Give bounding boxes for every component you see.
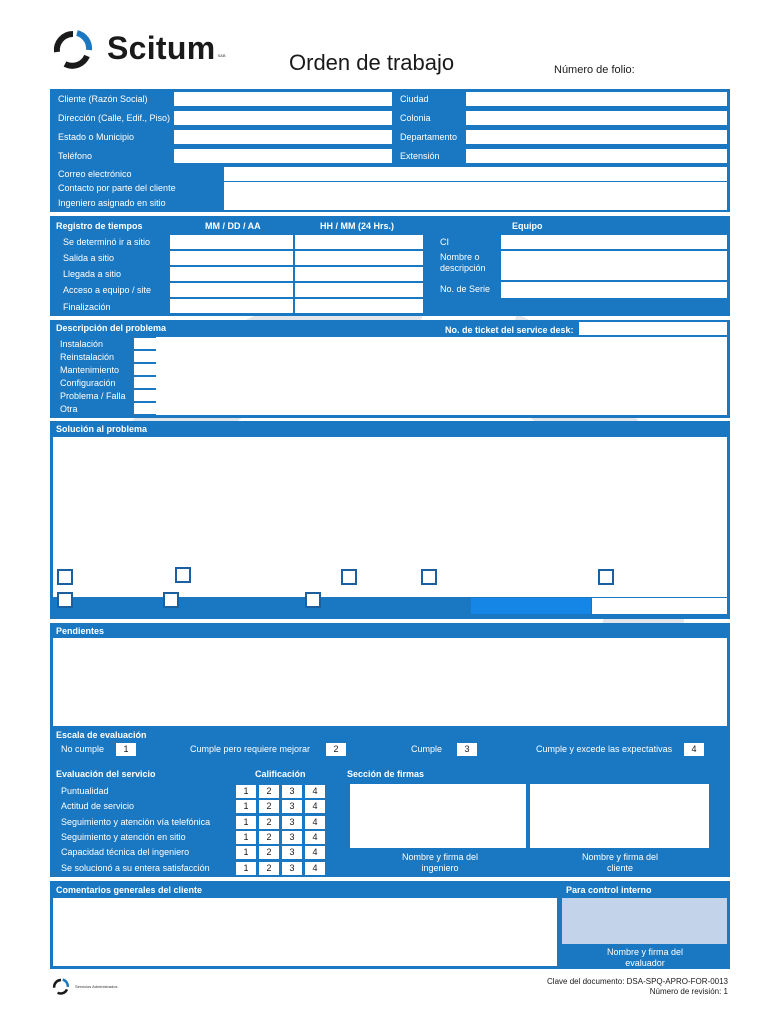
problem-section: [50, 320, 730, 418]
serial-field[interactable]: [501, 282, 727, 298]
client-label: Cliente (Razón Social): [58, 94, 148, 104]
page-title: Orden de trabajo: [289, 50, 455, 75]
problem-type-checkbox[interactable]: [134, 403, 156, 414]
option-checkbox[interactable]: [175, 567, 191, 583]
document-key: Clave del documento: DSA-SPQ-APRO-FOR-0013: [547, 977, 728, 986]
rating-option[interactable]: 1: [236, 846, 256, 859]
scale-label: Cumple pero requiere mejorar: [190, 744, 311, 754]
rating-option[interactable]: 2: [259, 862, 279, 875]
folio-label: Número de folio:: [554, 64, 635, 76]
email-field[interactable]: [224, 167, 727, 181]
time-row-label: Finalización: [63, 302, 111, 312]
criteria-label: Seguimiento y atención en sitio: [61, 831, 186, 842]
ticket-label: No. de ticket del service desk:: [445, 325, 574, 335]
equipment-name-field[interactable]: [501, 251, 727, 280]
engineer-label: Ingeniero asignado en sitio: [58, 198, 166, 208]
time-row-label: Salida a sitio: [63, 253, 115, 263]
scitum-mark-icon: [47, 22, 99, 74]
rating-option[interactable]: 3: [282, 785, 302, 798]
rating-option[interactable]: 1: [236, 816, 256, 829]
colonia-label: Colonia: [400, 113, 431, 123]
problem-type-label: Problema / Falla: [60, 391, 126, 401]
client-info-section: [50, 89, 730, 212]
time-field[interactable]: [295, 235, 423, 249]
problem-type-checkbox[interactable]: [134, 351, 156, 362]
scale-label: Cumple y excede las expectativas: [536, 744, 673, 754]
scitum-logo: [47, 22, 226, 74]
date-field[interactable]: [170, 299, 293, 313]
rating-option[interactable]: 2: [259, 846, 279, 859]
criteria-label: Actitud de servicio: [61, 801, 135, 812]
internal-control-box[interactable]: [562, 898, 727, 944]
engineer-signature-label: Nombre y firma del ingeniero: [401, 852, 479, 873]
scale-number: 3: [457, 743, 477, 756]
client-signature-label: Nombre y firma del cliente: [581, 852, 659, 873]
engineer-field[interactable]: [224, 196, 727, 210]
equipment-heading: Equipo: [512, 221, 543, 231]
ci-field[interactable]: [501, 235, 727, 249]
date-field[interactable]: [170, 235, 293, 249]
time-column-heading: HH / MM (24 Hrs.): [320, 221, 395, 231]
rating-option[interactable]: 3: [282, 816, 302, 829]
option-checkbox[interactable]: [421, 569, 437, 585]
department-label: Departamento: [400, 132, 458, 142]
revision-number: Número de revisión: 1: [649, 987, 728, 996]
rating-option[interactable]: 4: [305, 785, 325, 798]
option-checkbox[interactable]: [598, 569, 614, 585]
colonia-field[interactable]: [466, 111, 727, 125]
rating-option[interactable]: 1: [236, 785, 256, 798]
rating-heading: Calificación: [255, 769, 306, 779]
state-field[interactable]: [174, 130, 392, 144]
scale-heading: Escala de evaluación: [56, 730, 147, 740]
evaluation-section: [50, 623, 730, 877]
rating-option[interactable]: 4: [305, 816, 325, 829]
address-field[interactable]: [174, 111, 392, 125]
time-log-heading: Registro de tiempos: [56, 221, 143, 231]
rating-option[interactable]: 4: [305, 846, 325, 859]
brand-name: Scitum: [107, 29, 216, 66]
solution-section: [50, 421, 730, 619]
criteria-label: Puntualidad: [61, 786, 109, 796]
signatures-heading: Sección de firmas: [347, 769, 425, 779]
email-label: Correo electrónico: [58, 169, 132, 179]
problem-type-checkbox[interactable]: [134, 377, 156, 388]
problem-type-checkbox[interactable]: [134, 338, 156, 349]
rating-option[interactable]: 4: [305, 831, 325, 844]
rating-option[interactable]: 3: [282, 846, 302, 859]
solution-heading: Solución al problema: [56, 424, 148, 434]
criteria-label: Seguimiento y atención vía telefónica: [61, 816, 211, 827]
phone-label: Teléfono: [58, 151, 93, 161]
accent-bar: [471, 598, 591, 614]
contact-label: Contacto por parte del cliente: [58, 183, 176, 193]
brand-suffix: SAB: [217, 52, 226, 58]
problem-type-label: Reinstalación: [60, 352, 115, 362]
rating-option[interactable]: 2: [259, 831, 279, 844]
problem-heading: Descripción del problema: [56, 323, 167, 333]
phone-field[interactable]: [174, 149, 392, 163]
rating-option[interactable]: 4: [305, 800, 325, 813]
evaluator-signature-label: Nombre y firma del evaluador: [606, 947, 684, 968]
rating-option[interactable]: 1: [236, 831, 256, 844]
criteria-label: Se solucionó a su entera satisfacción: [61, 862, 210, 873]
pending-heading: Pendientes: [56, 626, 105, 636]
scale-label: No cumple: [61, 744, 105, 754]
city-field[interactable]: [466, 92, 727, 106]
problem-description-field[interactable]: [156, 337, 727, 415]
time-row-label: Se determinó ir a sitio: [63, 237, 151, 247]
problem-type-checkbox[interactable]: [134, 364, 156, 375]
date-field[interactable]: [170, 251, 293, 265]
service-evaluation-heading: Evaluación del servicio: [56, 769, 156, 779]
pending-field[interactable]: [53, 638, 727, 726]
internal-control-heading: Para control interno: [566, 885, 652, 895]
scale-number: 2: [326, 743, 346, 756]
time-field[interactable]: [295, 283, 423, 297]
rating-option[interactable]: 3: [282, 862, 302, 875]
rating-option[interactable]: 1: [236, 862, 256, 875]
rating-option[interactable]: 2: [259, 816, 279, 829]
option-checkbox[interactable]: [341, 569, 357, 585]
address-label: Dirección (Calle, Edif., Piso): [58, 113, 171, 123]
rating-option[interactable]: 3: [282, 831, 302, 844]
solution-field[interactable]: [53, 437, 727, 597]
extension-field[interactable]: [466, 149, 727, 163]
rating-option[interactable]: 4: [305, 862, 325, 875]
time-field[interactable]: [295, 251, 423, 265]
problem-type-label: Mantenimiento: [60, 365, 120, 375]
ticket-field[interactable]: [579, 322, 727, 335]
option-checkbox[interactable]: [305, 592, 321, 608]
extension-label: Extensión: [400, 151, 440, 161]
state-label: Estado o Municipio: [58, 132, 135, 142]
time-log-section: [50, 216, 730, 316]
problem-type-label: Instalación: [60, 339, 104, 349]
scale-number: 1: [116, 743, 136, 756]
footer-logo: [50, 975, 117, 997]
city-label: Ciudad: [400, 94, 429, 104]
date-column-heading: MM / DD / AA: [205, 221, 261, 231]
footer-logo-text: Servicios Administrados: [75, 983, 118, 989]
comments-field[interactable]: [53, 898, 557, 966]
time-field[interactable]: [295, 299, 423, 313]
rating-option[interactable]: 2: [259, 800, 279, 813]
time-row-label: Llegada a sitio: [63, 269, 122, 279]
rating-option[interactable]: 2: [259, 785, 279, 798]
option-checkbox[interactable]: [163, 592, 179, 608]
engineer-signature-field[interactable]: [350, 784, 526, 848]
comments-heading: Comentarios generales del cliente: [56, 885, 203, 895]
rating-option[interactable]: 3: [282, 800, 302, 813]
client-field[interactable]: [174, 92, 392, 106]
problem-type-label: Configuración: [60, 378, 116, 388]
option-checkbox[interactable]: [57, 592, 73, 608]
time-field[interactable]: [295, 267, 423, 281]
option-checkbox[interactable]: [57, 569, 73, 585]
serial-label: No. de Serie: [440, 284, 491, 294]
scale-label: Cumple: [411, 744, 443, 754]
ci-label: CI: [440, 237, 449, 247]
contact-field[interactable]: [224, 182, 727, 196]
rating-option[interactable]: 1: [236, 800, 256, 813]
client-signature-field[interactable]: [530, 784, 709, 848]
department-field[interactable]: [466, 130, 727, 144]
date-field[interactable]: [170, 267, 293, 281]
problem-type-checkbox[interactable]: [134, 390, 156, 401]
scale-number: 4: [684, 743, 704, 756]
comments-section: [50, 881, 730, 969]
scitum-mark-icon: [50, 975, 72, 997]
criteria-label: Capacidad técnica del ingeniero: [61, 847, 190, 858]
date-field[interactable]: [170, 283, 293, 297]
equipment-name-label: Nombre o descripción: [440, 252, 486, 273]
problem-type-label: Otra: [60, 404, 78, 414]
time-row-label: Acceso a equipo / site: [63, 285, 152, 295]
document-code: [547, 977, 728, 997]
solution-extra-field[interactable]: [592, 598, 727, 614]
